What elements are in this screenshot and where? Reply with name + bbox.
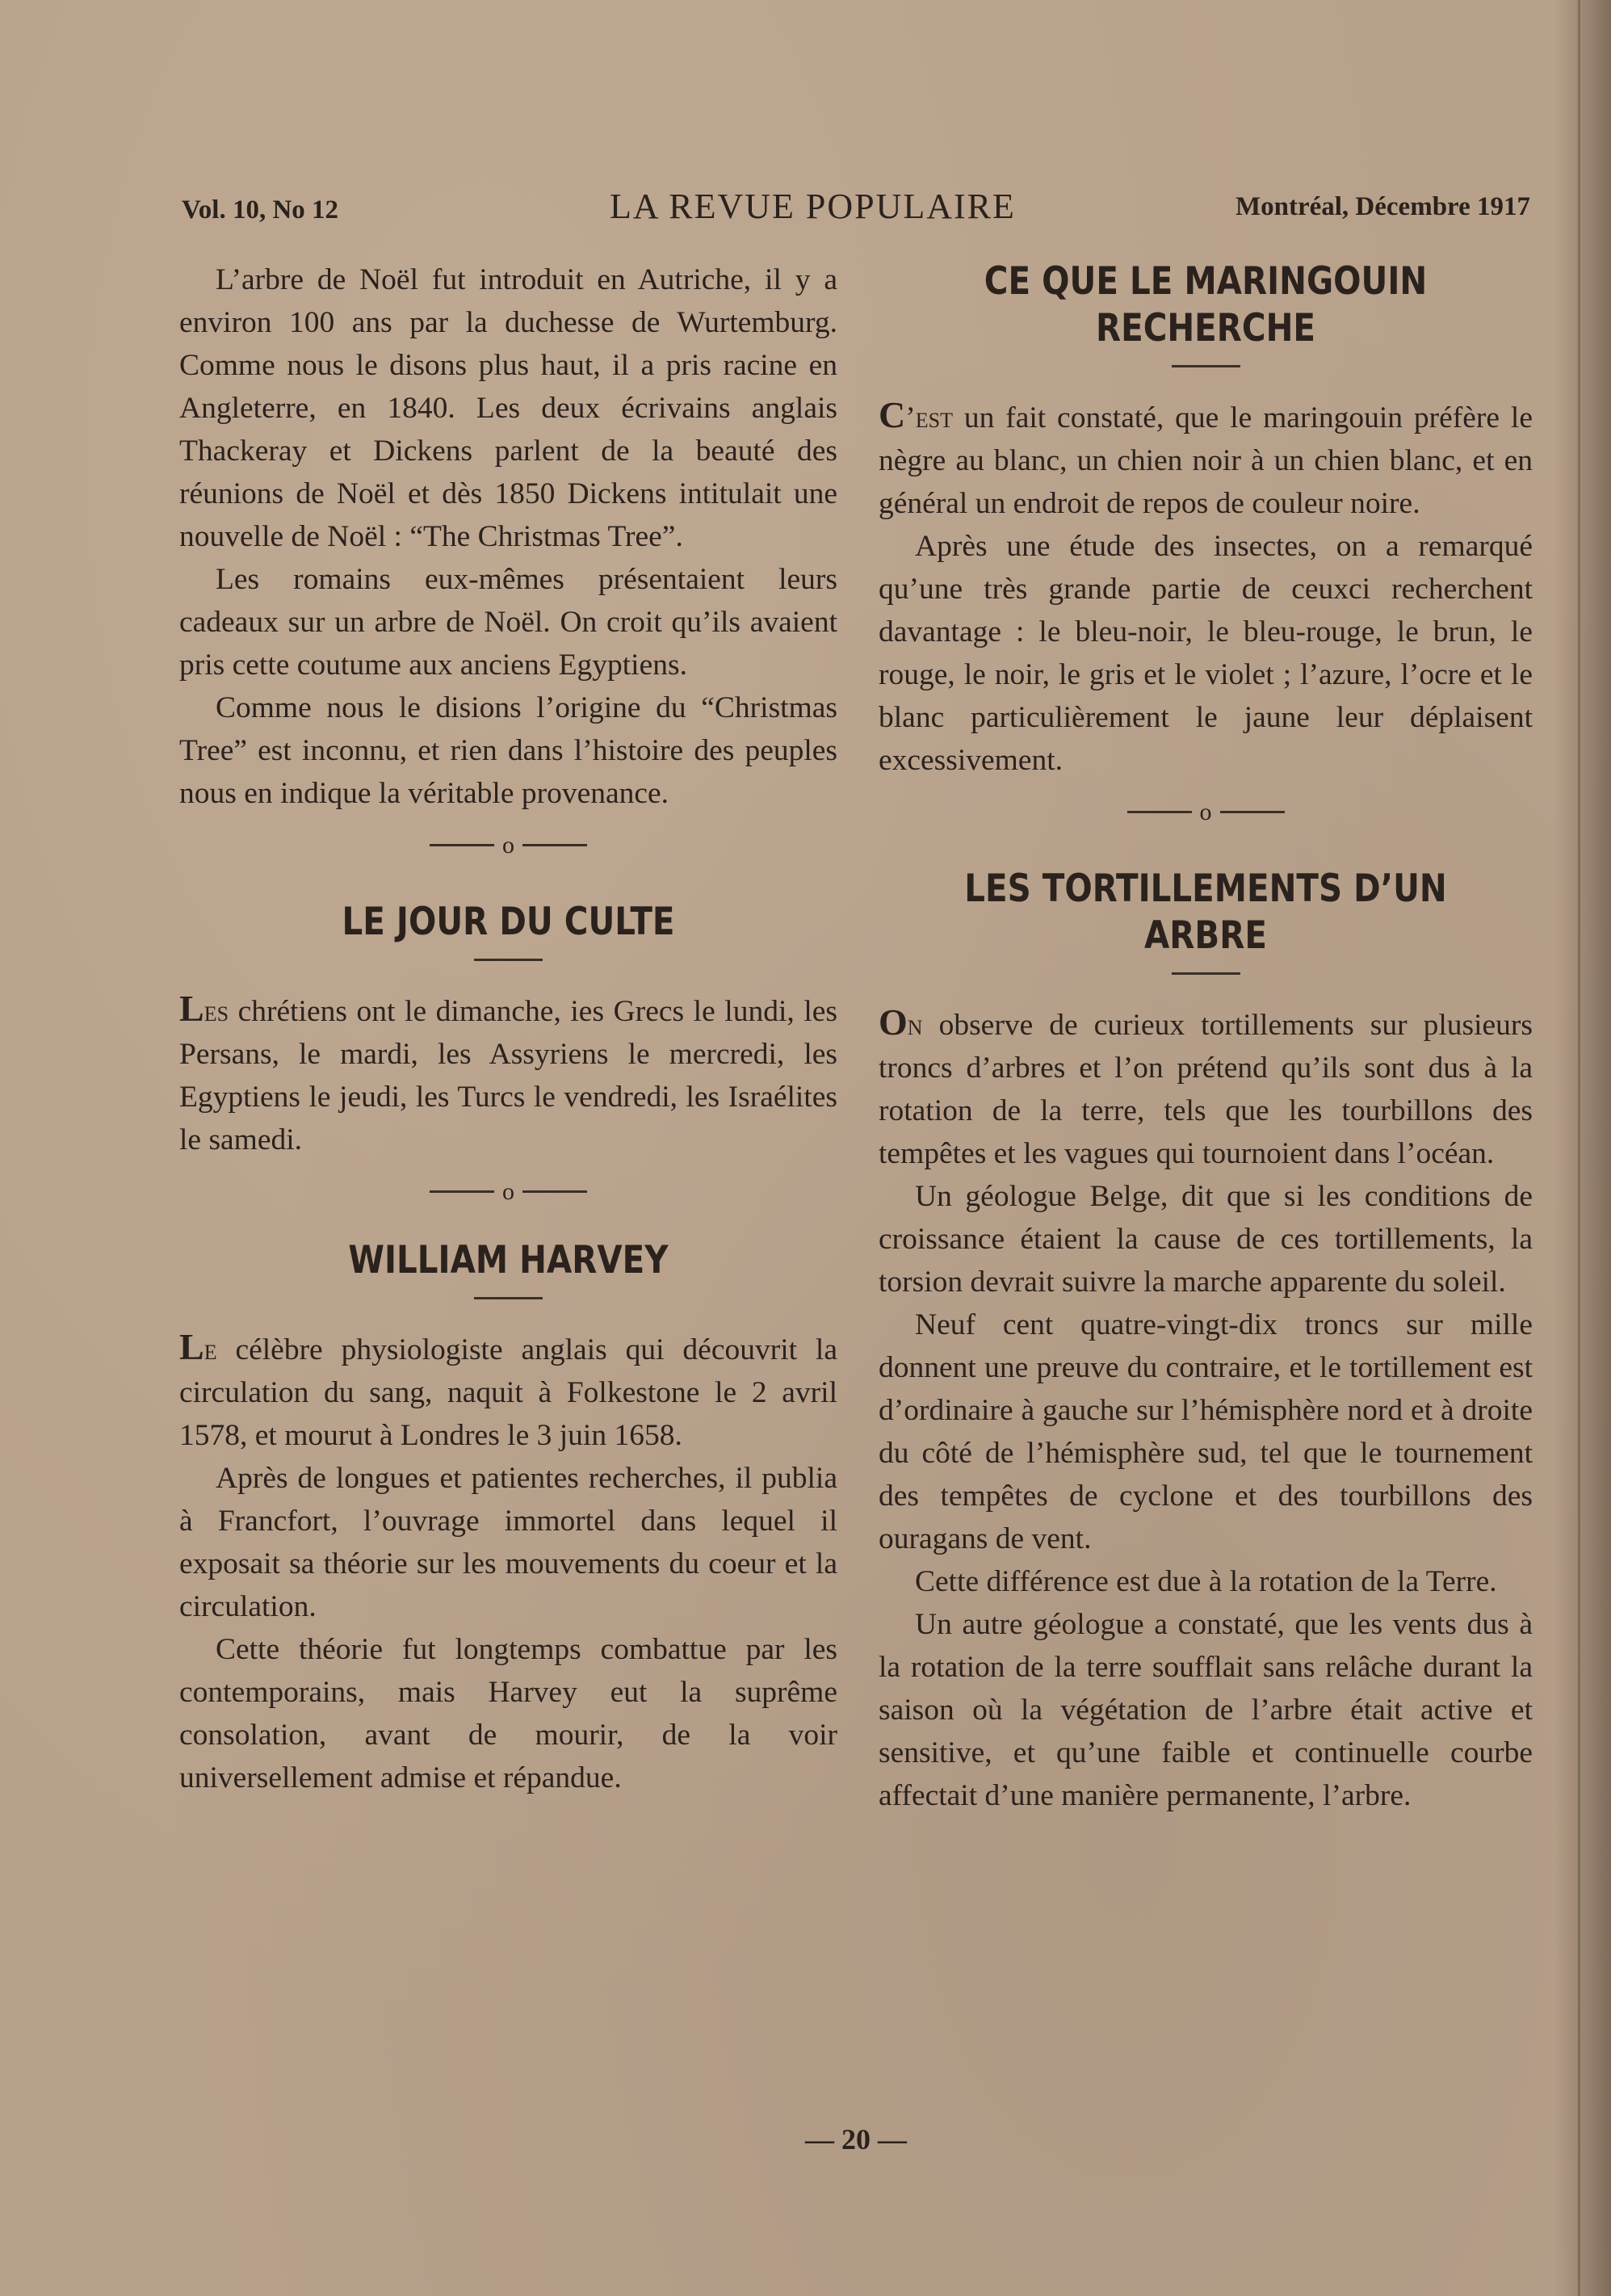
tortillements-paragraph-5: Un autre géologue a constaté, que les vents dus à la rotation de la terre soufflait sans relâche durant la saison où la végétation de l’arbre était active et sensitive, et qu’une faible et continuelle courbe affectait d’une manière permanente, l’arbre.: [879, 1608, 1533, 1812]
tortillements-paragraph-2: Un géologue Belge, dit que si les conditions de croissance étaient la cause de ces tortillements, la torsion devrait suivre la marche apparente du soleil.: [879, 1180, 1533, 1299]
tortillements-paragraph-1: On observe de curieux tortillements sur plusieurs troncs d’arbres et l’on prétend qu’ils sont dus à la rotation de la terre, tels que les tourbillons des tempêtes et les vagues qui tournoient dans l’océan.: [879, 1001, 1533, 1170]
title-rule: [474, 959, 543, 961]
culte-title: LE JOUR DU CULTE: [342, 900, 675, 944]
maringouin-title: CE QUE LE MARINGOUIN RECHERCHE: [984, 259, 1428, 350]
dropcap: C: [879, 394, 906, 435]
separator-glyph: o: [502, 831, 514, 858]
binding-line: [1578, 0, 1580, 2296]
tortillements-paragraph-3: Neuf cent quatre-vingt-dix troncs sur mille donnent une preuve du contraire, et le tortillement est d’ordinaire à gauche sur l’hémisphère nord et à droite du côté de l’hémisphère sud, tel que le tournement des tempêtes de cyclone et des tourbillons des ouragans de vent.: [879, 1308, 1533, 1555]
harvey-title: WILLIAM HARVEY: [348, 1238, 669, 1282]
title-rule: [1172, 972, 1240, 975]
intro-paragraph-3: Comme nous le disions l’origine du “Christmas Tree” est inconnu, et rien dans l’histoire des peuples nous en indique la véritable provenance.: [179, 691, 837, 810]
separator-glyph: o: [502, 1177, 514, 1205]
intro-paragraph-2: Les romains eux-mêmes présentaient leurs cadeaux sur un arbre de Noël. On croit qu’ils avaient pris cette coutume aux anciens Egyptiens.: [179, 563, 837, 682]
title-rule: [474, 1297, 543, 1299]
section-separator: [179, 825, 837, 865]
dropcap: L: [179, 988, 204, 1029]
smallcaps: es: [203, 995, 229, 1028]
page-edge-shadow: [1554, 0, 1611, 2296]
intro-paragraph-1: L’arbre de Noël fut introduit en Autriche, il y a environ 100 ans par la duchesse de Wurtemburg. Comme nous le disons plus haut, il a pris racine en Angleterre, en 1840. Les deux écrivains anglais Thackeray et Dickens parlent de la beauté des réunions de Noël et dès 1850 Dickens intitulait une nouvelle de Noël : “The Christmas Tree”.: [179, 263, 837, 553]
maringouin-paragraph-2: Après une étude des insectes, on a remarqué qu’une très grande partie de ceuxci recherchent davantage : le bleu-noir, le bleu-rouge, le brun, le rouge, le noir, le gris et le violet ; l’azure, l’ocre et le blanc particulièrement le jaune leur déplaisent excessivement.: [879, 530, 1533, 777]
smallcaps: e: [203, 1333, 217, 1366]
separator-glyph: o: [1199, 798, 1212, 825]
maringouin-paragraph-1: C’est un fait constaté, que le maringouin préfère le nègre au blanc, un chien noir à un chien blanc, et en général un endroit de repos de couleur noire.: [879, 394, 1533, 520]
volume-label: Vol. 10, No 12: [182, 195, 339, 225]
smallcaps: ’est: [905, 401, 953, 434]
tortillements-title: LES TORTILLEMENTS D’UN ARBRE: [964, 867, 1447, 958]
title-rule: [1172, 365, 1240, 367]
harvey-paragraph-1: Le célèbre physiologiste anglais qui découvrit la circulation du sang, naquit à Folkestone le 2 avril 1578, et mourut à Londres le 3 juin 1658.: [179, 1326, 837, 1452]
harvey-paragraph-2: Après de longues et patientes recherches, il publia à Francfort, l’ouvrage immortel dans lequel il exposait sa théorie sur les mouvements du coeur et la circulation.: [179, 1462, 837, 1623]
culte-paragraph-1: Les chrétiens ont le dimanche, ies Grecs le lundi, les Persans, le mardi, les Assyriens le mercredi, les Egyptiens le jeudi, les Turcs le vendredi, les Israélites le samedi.: [179, 988, 837, 1156]
harvey-paragraph-3: Cette théorie fut longtemps combattue par les contemporains, mais Harvey eut la suprême consolation, avant de mourir, de la voir universellement admise et répandue.: [179, 1633, 837, 1794]
page-header: [182, 186, 1530, 234]
dropcap: O: [879, 1001, 908, 1043]
right-column: [879, 258, 1533, 1817]
page-number: — 20 —: [805, 2123, 907, 2155]
issue-date: Montréal, Décembre 1917: [1235, 192, 1530, 221]
tortillements-paragraph-4: Cette différence est due à la rotation de la Terre.: [915, 1565, 1497, 1598]
section-separator: [179, 1171, 837, 1211]
journal-title: LA REVUE POPULAIRE: [610, 187, 1016, 226]
dropcap: L: [179, 1326, 204, 1367]
smallcaps: n: [907, 1009, 923, 1042]
section-separator: [879, 791, 1533, 832]
left-column: [179, 258, 837, 1799]
